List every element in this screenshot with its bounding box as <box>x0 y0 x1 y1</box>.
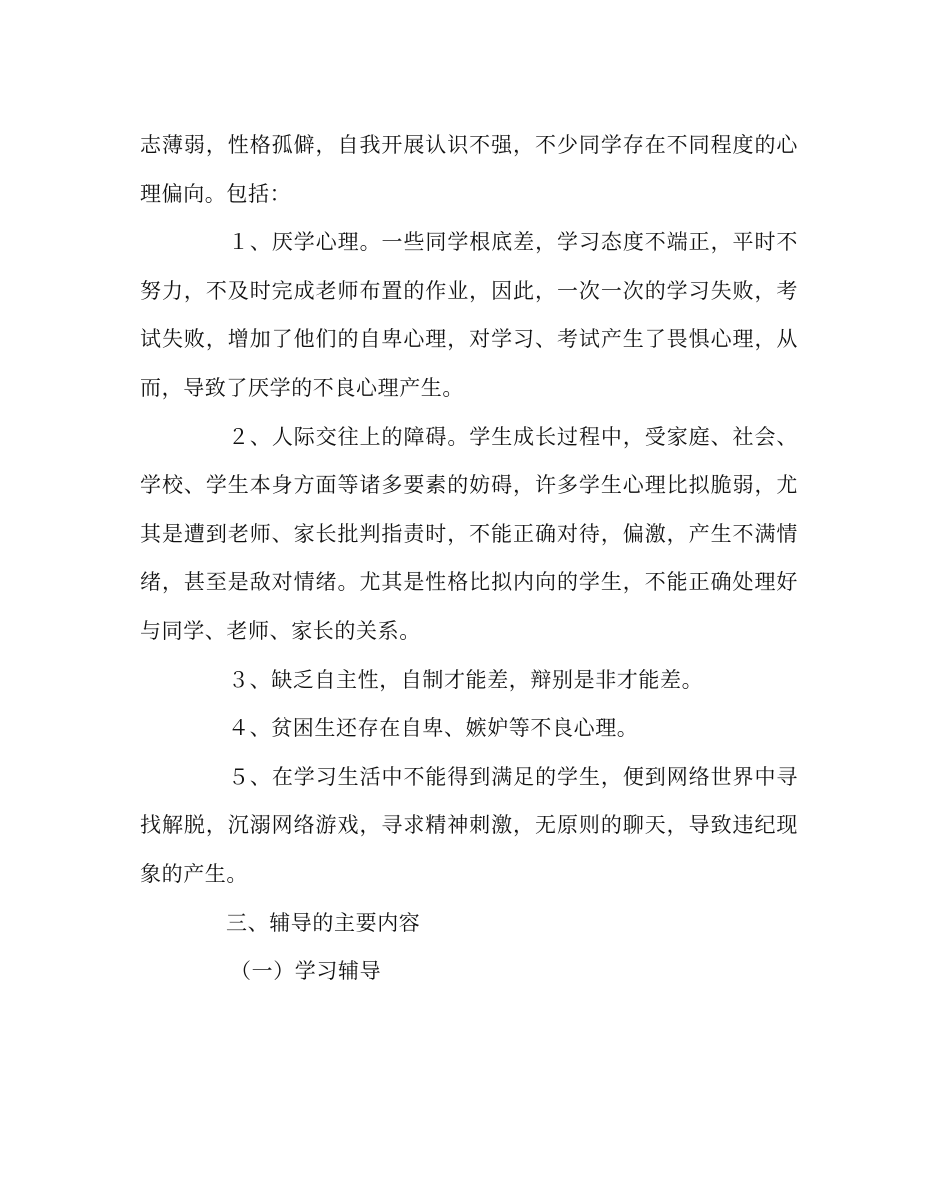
paragraph-item-4: ４、贫困生还存在自卑、嫉妒等不良心理。 <box>228 716 639 741</box>
paragraph-continuation: 志薄弱，性格孤僻，自我开展认识不强，不少同学存在不同程度的心理偏向。包括： <box>140 133 798 206</box>
paragraph-item-1: １、厌学心理。一些同学根底差，学习态度不端正，平时不努力，不及时完成老师布置的作业，因此，一次一次的学习失败，考试失败，增加了他们的自卑心理，对学习、考试产生了畏惧心理，从而，导致了厌学的不良心理产生。 <box>140 230 798 400</box>
paragraph-item-5: ５、在学习生活中不能得到满足的学生，便到网络世界中寻找解脱，沉溺网络游戏，寻求精神刺激，无原则的聊天，导致违纪现象的产生。 <box>140 764 798 886</box>
section-heading: 三、辅导的主要内容 <box>226 910 421 935</box>
paragraph-item-2: ２、人际交往上的障碍。学生成长过程中，受家庭、社会、学校、学生本身方面等诸多要素的妨碍，许多学生心理比拟脆弱，尤其是遭到老师、家长批判指责时，不能正确对待，偏激，产生不满情绪，甚至是敌对情绪。尤其是性格比拟内向的学生，不能正确处理好与同学、老师、家长的关系。 <box>140 424 798 643</box>
document-body <box>140 121 798 996</box>
subsection-heading: （一）学习辅导 <box>230 959 382 984</box>
paragraph-item-3: ３、缺乏自主性，自制才能差，辩别是非才能差。 <box>228 667 704 692</box>
